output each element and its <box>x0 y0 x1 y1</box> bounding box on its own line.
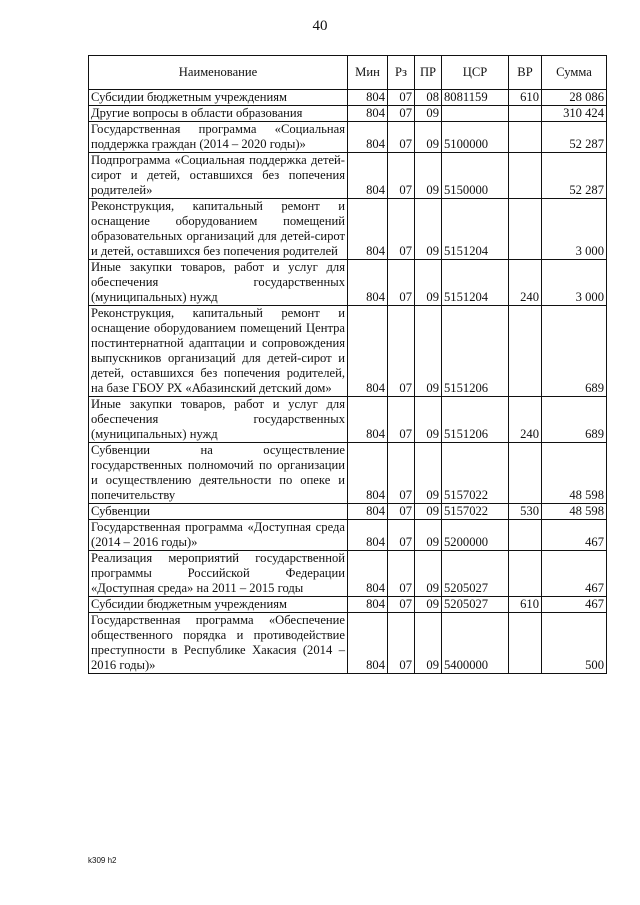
row-csr-cell: 5205027 <box>442 551 509 597</box>
row-rz-cell: 07 <box>388 153 415 199</box>
row-csr-cell: 5157022 <box>442 504 509 520</box>
row-vr-cell: 610 <box>509 597 542 613</box>
row-pr-cell: 09 <box>415 597 442 613</box>
row-rz-cell: 07 <box>388 613 415 674</box>
row-vr-cell <box>509 551 542 597</box>
row-min-cell: 804 <box>348 122 388 153</box>
row-sum-cell: 689 <box>542 397 607 443</box>
row-name-cell: Государственная программа «Доступная среда (2014 – 2016 годы)» <box>89 520 348 551</box>
row-sum-cell: 52 287 <box>542 153 607 199</box>
table-row <box>89 520 607 551</box>
row-pr-cell: 09 <box>415 551 442 597</box>
row-rz-cell: 07 <box>388 199 415 260</box>
row-vr-cell <box>509 306 542 397</box>
row-sum-cell: 28 086 <box>542 90 607 106</box>
table-row <box>89 153 607 199</box>
row-csr-cell: 5150000 <box>442 153 509 199</box>
row-pr-cell: 08 <box>415 90 442 106</box>
row-rz-cell: 07 <box>388 306 415 397</box>
row-rz-cell: 07 <box>388 106 415 122</box>
row-pr-cell: 09 <box>415 153 442 199</box>
row-sum-cell: 467 <box>542 597 607 613</box>
row-csr-cell: 5400000 <box>442 613 509 674</box>
table-row <box>89 260 607 306</box>
row-sum-cell: 52 287 <box>542 122 607 153</box>
table-row <box>89 306 607 397</box>
header-csr: ЦСР <box>442 56 509 90</box>
page-number: 40 <box>312 18 328 34</box>
row-min-cell: 804 <box>348 504 388 520</box>
row-sum-cell: 689 <box>542 306 607 397</box>
header-vr: ВР <box>509 56 542 90</box>
row-name-cell: Реализация мероприятий государственной программы Российской Федерации «Доступная среда» на 2011 – 2015 годы <box>89 551 348 597</box>
table-row <box>89 597 607 613</box>
row-rz-cell: 07 <box>388 260 415 306</box>
row-name-cell: Субсидии бюджетным учреждениям <box>89 597 348 613</box>
row-rz-cell: 07 <box>388 551 415 597</box>
row-rz-cell: 07 <box>388 397 415 443</box>
row-name-cell: Реконструкция, капитальный ремонт и оснащение оборудованием помещений Центра постинтернатной адаптации и сопровождения выпускников организаций для детей-сирот и детей, оставшихся без попечения родителей, на базе ГБОУ РХ «Абазинский детский дом» <box>89 306 348 397</box>
row-name-cell: Подпрограмма «Социальная поддержка детей-сирот и детей, оставшихся без попечения родителей» <box>89 153 348 199</box>
row-pr-cell: 09 <box>415 520 442 551</box>
table-row <box>89 504 607 520</box>
row-sum-cell: 467 <box>542 551 607 597</box>
header-name: Наименование <box>89 56 348 90</box>
table-header-row <box>89 56 607 90</box>
row-vr-cell <box>509 613 542 674</box>
row-name-cell: Другие вопросы в области образования <box>89 106 348 122</box>
row-vr-cell <box>509 520 542 551</box>
row-rz-cell: 07 <box>388 443 415 504</box>
row-min-cell: 804 <box>348 306 388 397</box>
row-name-cell: Реконструкция, капитальный ремонт и оснащение оборудованием помещений образовательных организаций для детей-сирот и детей, оставшихся без попечения родителей <box>89 199 348 260</box>
row-min-cell: 804 <box>348 397 388 443</box>
row-vr-cell <box>509 199 542 260</box>
row-name-cell: Субвенции на осуществление государственных полномочий по организации и осуществлению деятельности по опеке и попечительству <box>89 443 348 504</box>
row-sum-cell: 3 000 <box>542 199 607 260</box>
row-csr-cell: 8081159 <box>442 90 509 106</box>
row-min-cell: 804 <box>348 90 388 106</box>
row-pr-cell: 09 <box>415 504 442 520</box>
row-rz-cell: 07 <box>388 90 415 106</box>
row-sum-cell: 500 <box>542 613 607 674</box>
row-csr-cell: 5100000 <box>442 122 509 153</box>
row-pr-cell: 09 <box>415 443 442 504</box>
row-min-cell: 804 <box>348 520 388 551</box>
row-vr-cell <box>509 122 542 153</box>
footer-code: k309 h2 <box>88 856 117 865</box>
row-vr-cell <box>509 106 542 122</box>
table-row <box>89 397 607 443</box>
row-vr-cell: 610 <box>509 90 542 106</box>
row-rz-cell: 07 <box>388 504 415 520</box>
row-pr-cell: 09 <box>415 397 442 443</box>
row-vr-cell <box>509 443 542 504</box>
table-row <box>89 613 607 674</box>
row-sum-cell: 467 <box>542 520 607 551</box>
row-pr-cell: 09 <box>415 122 442 153</box>
row-name-cell: Иные закупки товаров, работ и услуг для обеспечения государственных (муниципальных) нужд <box>89 260 348 306</box>
row-name-cell: Субвенции <box>89 504 348 520</box>
header-min: Мин <box>348 56 388 90</box>
row-vr-cell: 240 <box>509 397 542 443</box>
row-min-cell: 804 <box>348 199 388 260</box>
row-min-cell: 804 <box>348 597 388 613</box>
header-rz: Рз <box>388 56 415 90</box>
row-pr-cell: 09 <box>415 306 442 397</box>
row-rz-cell: 07 <box>388 597 415 613</box>
table-row <box>89 551 607 597</box>
row-rz-cell: 07 <box>388 520 415 551</box>
table-row <box>89 122 607 153</box>
row-min-cell: 804 <box>348 153 388 199</box>
row-csr-cell: 5205027 <box>442 597 509 613</box>
row-name-cell: Государственная программа «Обеспечение общественного порядка и противодействие преступности в Республике Хакасия (2014 – 2016 годы)» <box>89 613 348 674</box>
row-sum-cell: 310 424 <box>542 106 607 122</box>
row-csr-cell: 5151206 <box>442 397 509 443</box>
row-sum-cell: 48 598 <box>542 504 607 520</box>
table-row <box>89 199 607 260</box>
row-csr-cell: 5151204 <box>442 260 509 306</box>
row-sum-cell: 3 000 <box>542 260 607 306</box>
row-pr-cell: 09 <box>415 106 442 122</box>
row-name-cell: Государственная программа «Социальная поддержка граждан (2014 – 2020 годы)» <box>89 122 348 153</box>
row-min-cell: 804 <box>348 260 388 306</box>
row-vr-cell: 240 <box>509 260 542 306</box>
row-csr-cell: 5151206 <box>442 306 509 397</box>
table-row <box>89 443 607 504</box>
row-rz-cell: 07 <box>388 122 415 153</box>
row-csr-cell <box>442 106 509 122</box>
table-row <box>89 90 607 106</box>
row-vr-cell <box>509 153 542 199</box>
row-csr-cell: 5151204 <box>442 199 509 260</box>
row-name-cell: Иные закупки товаров, работ и услуг для обеспечения государственных (муниципальных) нужд <box>89 397 348 443</box>
row-pr-cell: 09 <box>415 613 442 674</box>
row-csr-cell: 5157022 <box>442 443 509 504</box>
row-sum-cell: 48 598 <box>542 443 607 504</box>
header-sum: Сумма <box>542 56 607 90</box>
row-min-cell: 804 <box>348 106 388 122</box>
row-min-cell: 804 <box>348 551 388 597</box>
row-vr-cell: 530 <box>509 504 542 520</box>
row-name-cell: Субсидии бюджетным учреждениям <box>89 90 348 106</box>
row-pr-cell: 09 <box>415 260 442 306</box>
row-csr-cell: 5200000 <box>442 520 509 551</box>
table-row <box>89 106 607 122</box>
row-pr-cell: 09 <box>415 199 442 260</box>
budget-table <box>88 55 607 674</box>
row-min-cell: 804 <box>348 443 388 504</box>
header-pr: ПР <box>415 56 442 90</box>
row-min-cell: 804 <box>348 613 388 674</box>
